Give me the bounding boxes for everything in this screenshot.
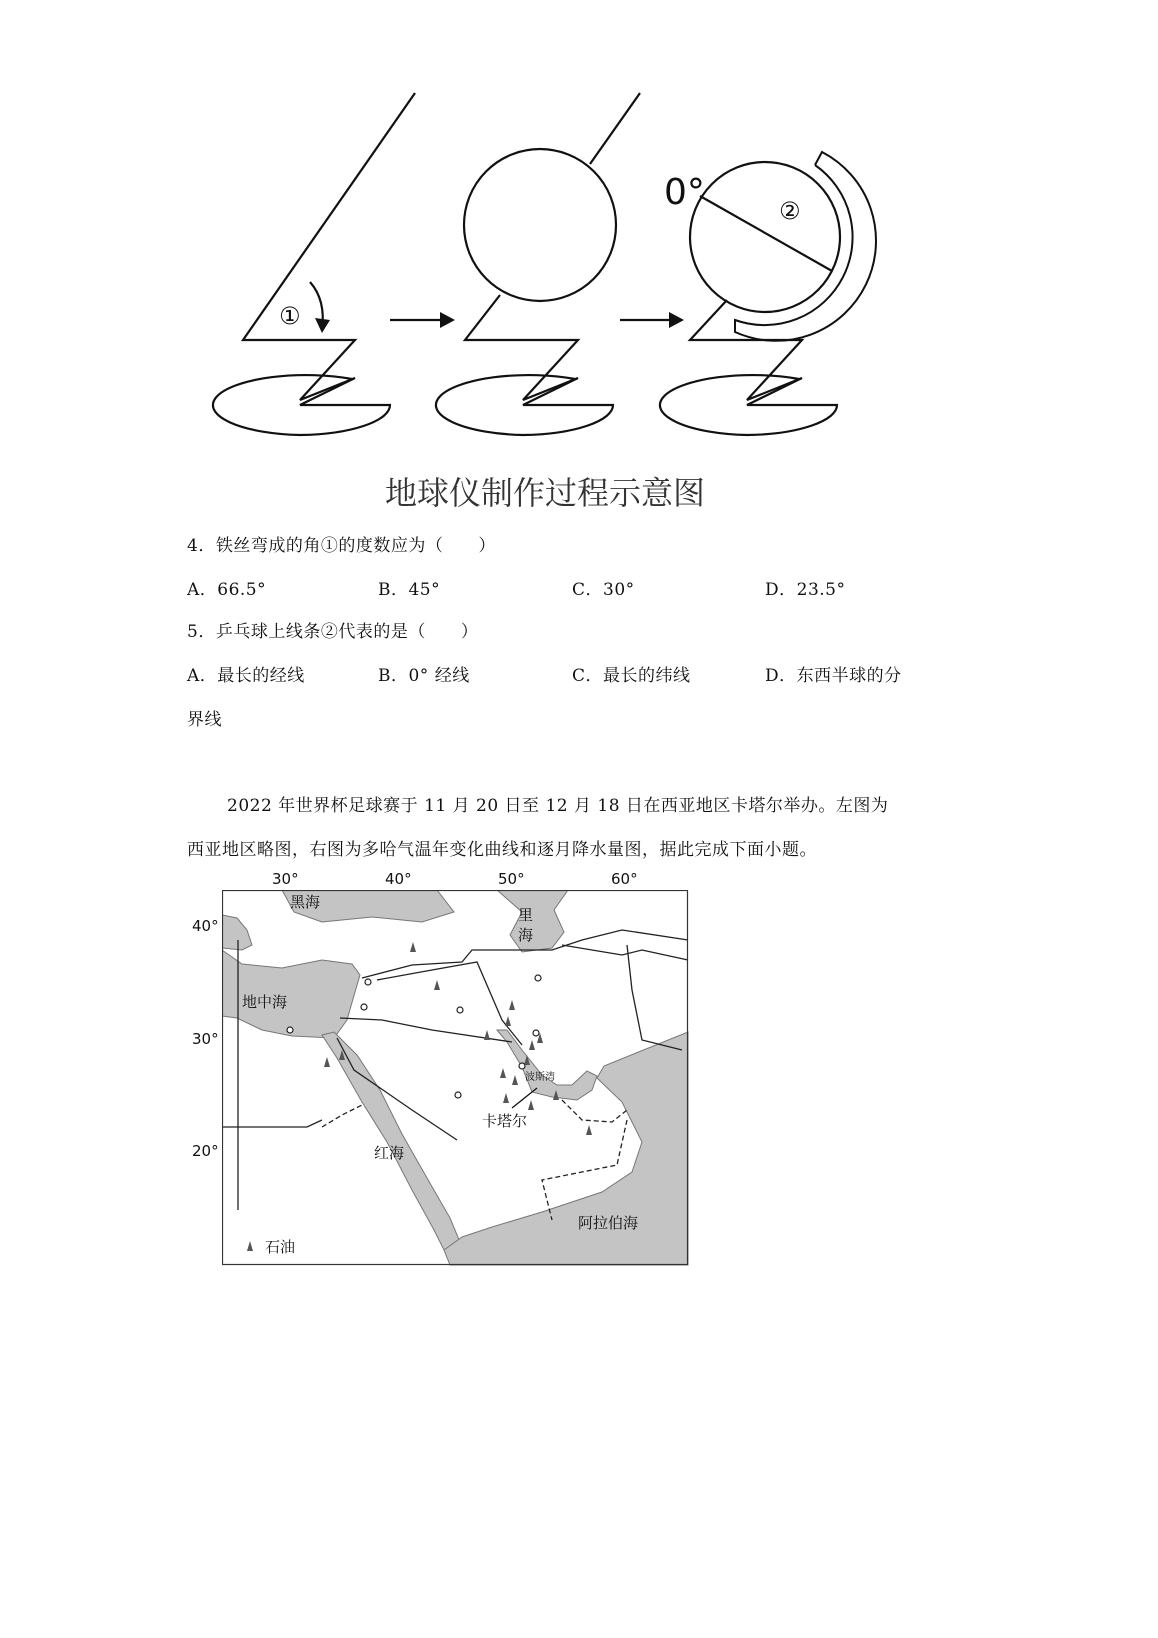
- wire-stage-1: [243, 93, 415, 400]
- lat-30: 30°: [192, 1030, 219, 1048]
- caspian-label-2: 海: [518, 926, 534, 944]
- q5-option-b[interactable]: B．0° 经线: [378, 666, 470, 686]
- wire-stage-3: [690, 300, 802, 400]
- lon-60: 60°: [611, 870, 638, 888]
- west-asia-map: [222, 890, 689, 1266]
- ping-pong-ball-3: [690, 162, 840, 312]
- figure-caption: 地球仪制作过程示意图: [384, 474, 705, 512]
- black-sea-label: 黑海: [290, 893, 321, 911]
- question-5-stem: 5．乒乓球上线条②代表的是（ ）: [187, 622, 479, 642]
- angle-label: ①: [279, 302, 301, 330]
- arabian-sea-label: 阿拉伯海: [578, 1214, 639, 1232]
- lon-50: 50°: [498, 870, 525, 888]
- lon-30: 30°: [272, 870, 299, 888]
- base-stage-2: [436, 375, 613, 435]
- q5-option-d[interactable]: D．东西半球的分: [765, 666, 902, 686]
- q5-option-a[interactable]: A．最长的经线: [187, 666, 305, 686]
- globe-making-diagram: [0, 0, 1158, 460]
- caspian-label-1: 里: [518, 906, 534, 924]
- base-stage-1: [213, 375, 390, 435]
- lat-20: 20°: [192, 1142, 219, 1160]
- line-label: ②: [779, 197, 801, 225]
- oil-legend-label: 石油: [265, 1238, 296, 1256]
- q5-option-d-wrap: 界线: [187, 710, 222, 730]
- q4-option-c[interactable]: C．30°: [572, 580, 635, 600]
- q4-option-b[interactable]: B．45°: [378, 580, 441, 600]
- ping-pong-ball-2: [464, 149, 616, 301]
- base-stage-3: [660, 375, 837, 435]
- q5-option-c[interactable]: C．最长的纬线: [572, 666, 691, 686]
- q4-option-a[interactable]: A．66.5°: [187, 580, 267, 600]
- lon-40: 40°: [385, 870, 412, 888]
- persian-gulf-label: 波斯湾: [525, 1072, 555, 1083]
- qatar-label: 卡塔尔: [482, 1112, 528, 1130]
- lat-40: 40°: [192, 917, 219, 935]
- question-4-stem: 4．铁丝弯成的角①的度数应为（ ）: [187, 536, 496, 556]
- passage-line-1: 2022 年世界杯足球赛于 11 月 20 日至 12 月 18 日在西亚地区卡塔尔举办。左图为: [227, 796, 889, 816]
- wire-stage-2: [465, 295, 578, 400]
- mediterranean-label: 地中海: [242, 993, 288, 1011]
- q4-option-d[interactable]: D．23.5°: [765, 580, 846, 600]
- red-sea-label: 红海: [374, 1144, 405, 1162]
- zero-degree-label: 0°: [664, 172, 705, 213]
- passage-line-2: 西亚地区略图，右图为多哈气温年变化曲线和逐月降水量图，据此完成下面小题。: [187, 840, 817, 860]
